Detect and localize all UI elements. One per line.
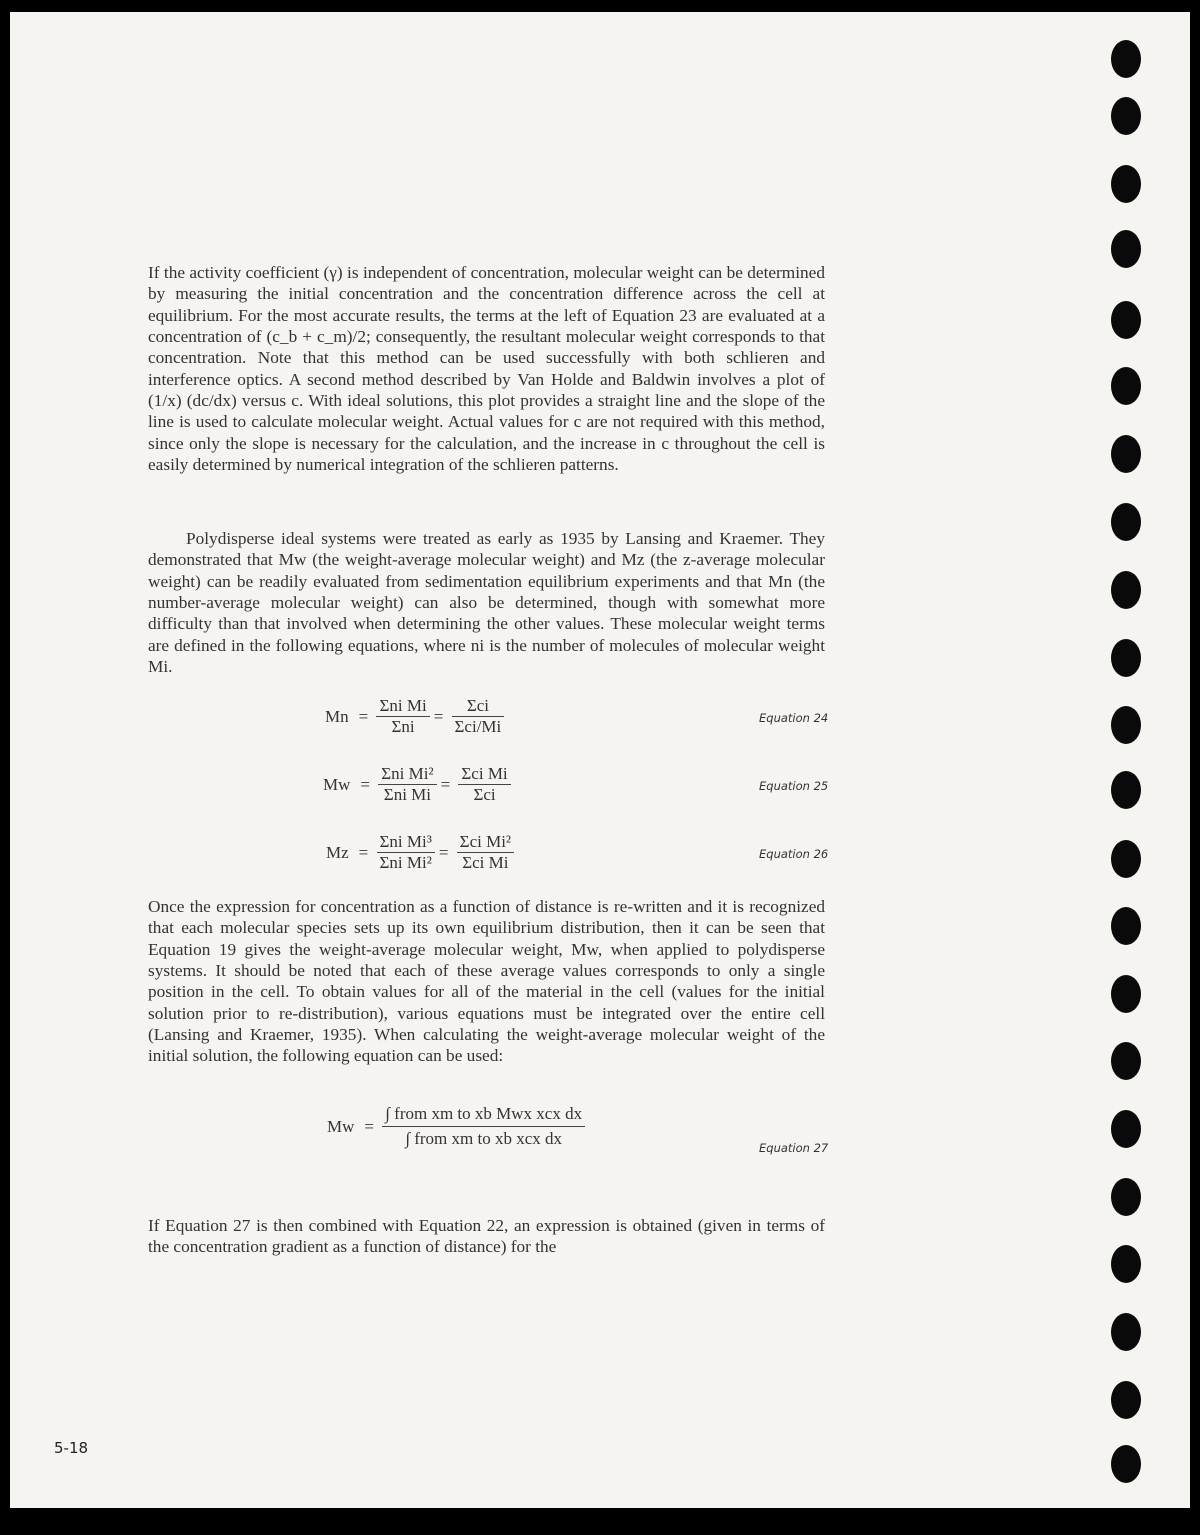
- binder-hole: [1111, 639, 1141, 677]
- equation-lhs: Mw: [327, 1116, 355, 1136]
- equation-denominator: Σni: [391, 717, 415, 736]
- binder-hole: [1111, 571, 1141, 609]
- equation-numerator: Σci Mi²: [457, 832, 514, 853]
- equation-label: Equation 24: [759, 711, 829, 725]
- binder-hole: [1111, 840, 1141, 878]
- equation-24: Mn = $\frac{\text{Σni Mi}}{\text{Σni}}$ = $\frac{\text{Σci}}{\text{Σci/Mi}}$: [325, 696, 504, 737]
- equation-numerator: Σci Mi: [458, 764, 510, 785]
- binder-hole: [1111, 771, 1141, 809]
- binder-hole: [1111, 435, 1141, 473]
- binder-hole: [1111, 907, 1141, 945]
- binder-hole: [1111, 1313, 1141, 1351]
- equation-denominator: Σci Mi: [462, 853, 509, 872]
- binder-hole: [1111, 503, 1141, 541]
- binder-hole: [1111, 1110, 1141, 1148]
- binder-hole: [1111, 706, 1141, 744]
- paragraph-activity-coefficient: If the activity coefficient (γ) is independent of concentration, molecular weight can be determined by measuring the initial concentration and the concentration difference across the cell at equilibrium. For the most accurate results, the terms at the left of Equation 23 are evaluated at a concentration of (c_b + c_m)/2; consequently, the resultant molecular weight corresponds to that concentration. Note that this method can be used successfully with both schlieren and interference optics. A second method described by Van Holde and Baldwin involves a plot of (1/x) (dc/dx) versus c. With ideal solutions, this plot provides a straight line and the slope of the line is used to calculate molecular weight. Actual values for c are not required with this method, since only the slope is necessary for the calculation, and the increase in c throughout the cell is easily determined by numerical integration of the schlieren patterns.: [148, 263, 825, 475]
- page-number: 5-18: [54, 1439, 89, 1457]
- equation-numerator: Σci: [452, 696, 505, 717]
- equation-numerator: Σni Mi²: [378, 764, 436, 785]
- binder-hole: [1111, 1445, 1141, 1483]
- equation-numerator: Σni Mi: [376, 696, 429, 717]
- binder-hole: [1111, 230, 1141, 268]
- equation-label: Equation 25: [759, 779, 829, 793]
- binder-hole: [1111, 1042, 1141, 1080]
- binder-hole: [1111, 301, 1141, 339]
- binder-hole: [1111, 367, 1141, 405]
- equation-25: Mw = $\frac{\text{Σni Mi²}}{\text{Σni Mi}}$ = $\frac{\text{Σci Mi}}{\text{Σci}}$: [323, 764, 511, 805]
- document-page: [10, 12, 1190, 1508]
- equation-lhs: Mw: [323, 774, 351, 794]
- binder-hole: [1111, 40, 1141, 78]
- equation-lhs: Mz: [326, 842, 349, 862]
- binder-hole: [1111, 1245, 1141, 1283]
- paragraph-equation-19: Once the expression for concentration as a function of distance is re-written and it is recognized that each molecular species sets up its own equilibrium distribution, then it can be seen that Equation 19 gives the weight-average molecular weight, Mw, when applied to polydisperse systems. It should be noted that each of these average values corresponds to only a single position in the cell. To obtain values for all of the material in the cell (values for the initial solution prior to re-distribution), various equations must be integrated over the entire cell (Lansing and Kraemer, 1935). When calculating the weight-average molecular weight of the initial solution, the following equation can be used:: [148, 897, 825, 1066]
- binder-hole: [1111, 165, 1141, 203]
- binder-hole: [1111, 1178, 1141, 1216]
- equation-denominator: Σni Mi²: [379, 853, 432, 872]
- equation-label: Equation 27: [759, 1141, 829, 1155]
- equation-numerator: Σni Mi³: [377, 832, 435, 853]
- binder-hole: [1111, 1381, 1141, 1419]
- equation-denominator: ∫ from xm to xb xcx dx: [405, 1129, 563, 1148]
- paragraph-equation-27-combined: If Equation 27 is then combined with Equation 22, an expression is obtained (given in terms of the concentration gradient as a function of distance) for the: [148, 1216, 825, 1257]
- binder-hole: [1111, 975, 1141, 1013]
- equation-26: Mz = $\frac{\text{Σni Mi³}}{\text{Σni Mi²}}$ = $\frac{\text{Σci Mi²}}{\text{Σci Mi}}$: [326, 832, 514, 873]
- equation-numerator: ∫ from xm to xb Mwx xcx dx: [382, 1102, 585, 1127]
- binder-hole: [1111, 97, 1141, 135]
- equation-27: Mw = $\frac{\text{∫ from xm to xb Mwx xcx dx}}{\text{∫ from xm to xb xcx dx}}$: [327, 1102, 585, 1151]
- equation-denominator: Σci/Mi: [454, 717, 502, 736]
- paragraph-polydisperse: Polydisperse ideal systems were treated as early as 1935 by Lansing and Kraemer. They demonstrated that Mw (the weight-average molecular weight) and Mz (the z-average molecular weight) can be readily evaluated from sedimentation equilibrium experiments and that Mn (the number-average molecular weight) can also be determined, though with somewhat more difficulty than that involved when determining the other values. These molecular weight terms are defined in the following equations, where ni is the number of molecules of molecular weight Mi.: [148, 529, 825, 677]
- equation-denominator: Σni Mi: [383, 785, 432, 804]
- equation-denominator: Σci: [473, 785, 496, 804]
- equation-lhs: Mn: [325, 706, 349, 726]
- equation-label: Equation 26: [759, 847, 829, 861]
